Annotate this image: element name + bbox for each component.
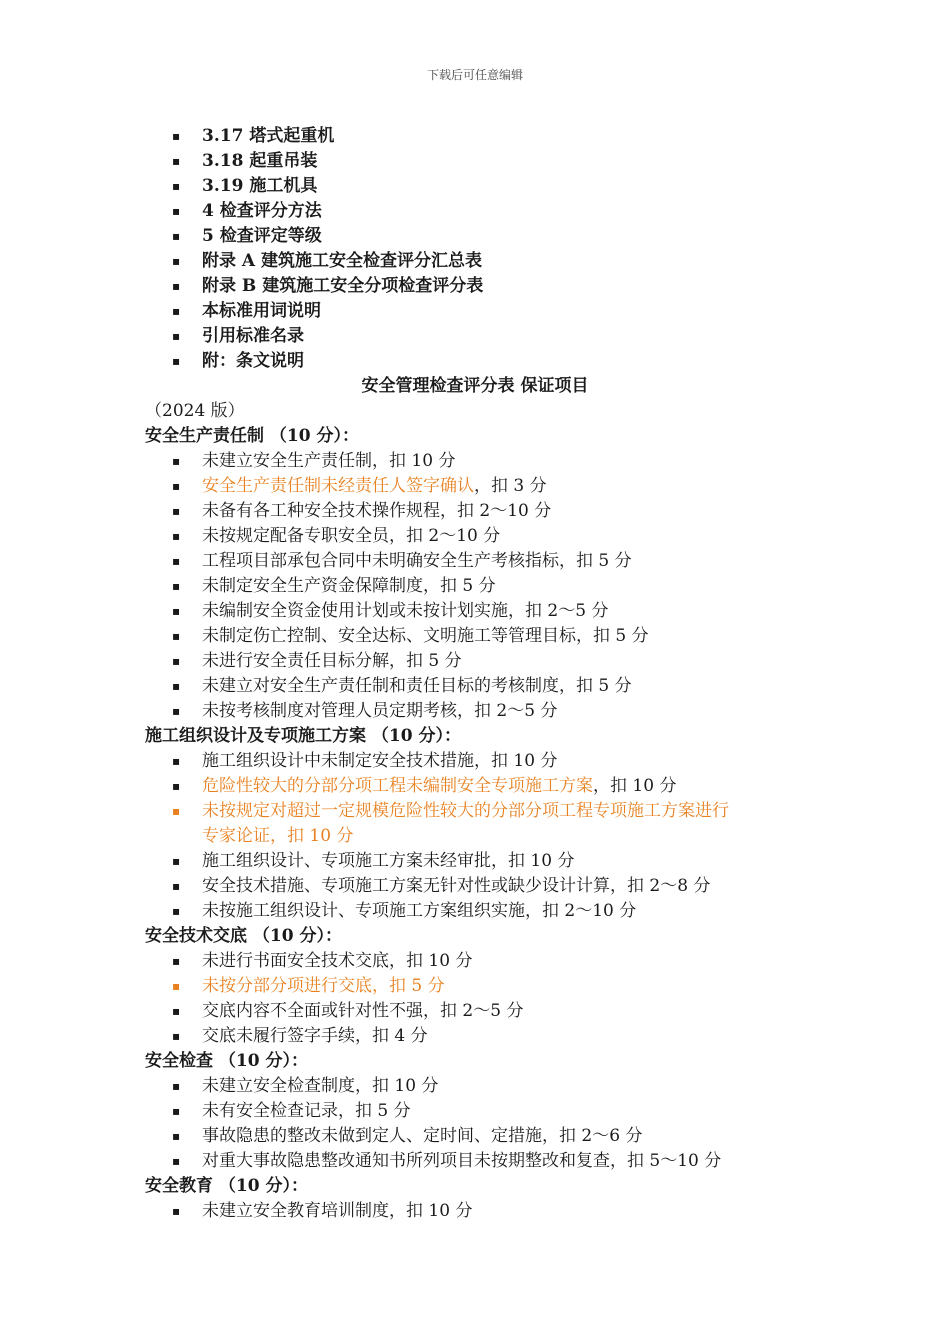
bullet-marker: ▪ [172,529,181,543]
page-header-note: 下载后可任意编辑 [426,68,523,82]
item-text: 未有安全检查记录，扣 5 分 [202,1101,411,1121]
bullet-marker: ▪ [172,554,181,568]
item-text: 未制定伤亡控制、安全达标、文明施工等管理目标，扣 5 分 [202,626,649,646]
toc-item-label: 附录 B 建筑施工安全分项检查评分表 [202,276,484,296]
bullet-marker: ▪ [172,654,181,668]
toc-item-label: 4 检查评分方法 [202,201,322,221]
list-item-text [202,549,632,574]
list-item-text [202,499,551,524]
toc-item-label: 3.19 施工机具 [202,176,318,196]
item-text: 交底未履行签字手续，扣 4 分 [202,1026,428,1046]
bullet-marker: ▪ [172,779,181,793]
highlighted-text: 未按规定对超过一定规模危险性较大的分部分项工程专项施工方案进行 [202,801,729,821]
item-text: 未按考核制度对管理人员定期考核，扣 2～5 分 [202,701,558,721]
bullet-marker: ▪ [172,954,181,968]
toc-item-label: 3.18 起重吊装 [202,151,318,171]
bullet-marker: ▪ [172,1029,181,1043]
section-heading: 安全检查 （10 分）： [145,1051,308,1071]
item-text: 未按规定配备专职安全员，扣 2～10 分 [202,526,501,546]
bullet-marker: ▪ [172,1154,181,1168]
bullet-marker: ▪ [172,854,181,868]
list-item-text [202,824,353,849]
toc-item-label: 引用标准名录 [202,326,304,346]
list-item-text [202,774,676,799]
list-item-text [202,524,500,549]
list-item-text [202,599,608,624]
item-text: 未建立安全教育培训制度，扣 10 分 [202,1201,473,1221]
bullet-marker: ▪ [172,879,181,893]
bullet-marker: ▪ [172,579,181,593]
item-text: 对重大事故隐患整改通知书所列项目未按期整改和复查，扣 5～10 分 [202,1151,722,1171]
toc-item-label: 3.17 塔式起重机 [202,126,335,146]
section-heading: 安全教育 （10 分）： [145,1176,308,1196]
list-item-text [202,1024,428,1049]
edition-year: （2024 版） [145,401,245,421]
list-item-text [202,1149,721,1174]
list-item-text [202,1074,438,1099]
bullet-marker: ▪ [172,629,181,643]
toc-item-label: 附：条文说明 [202,351,304,371]
list-item-text [202,649,462,674]
list-item-text [202,974,445,999]
list-item-text [202,1099,411,1124]
item-text: 施工组织设计、专项施工方案未经审批，扣 10 分 [202,851,575,871]
item-text: 未进行书面安全技术交底，扣 10 分 [202,951,473,971]
item-text: 未备有各工种安全技术操作规程，扣 2～10 分 [202,501,552,521]
list-item-text [202,999,523,1024]
bullet-marker: ▪ [172,179,181,193]
bullet-marker: ▪ [172,1104,181,1118]
list-item-text [202,1124,642,1149]
item-text: 未建立安全生产责任制，扣 10 分 [202,451,456,471]
item-text: 安全技术措施、专项施工方案无针对性或缺少设计计算，扣 2～8 分 [202,876,711,896]
bullet-marker: ▪ [172,804,181,818]
bullet-marker: ▪ [172,354,181,368]
item-text: 未建立对安全生产责任制和责任目标的考核制度，扣 5 分 [202,676,632,696]
section-heading: 安全生产责任制 （10 分）： [145,426,359,446]
toc-item-label: 5 检查评定等级 [202,226,322,246]
toc-item-label: 本标准用词说明 [202,301,321,321]
bullet-marker: ▪ [172,479,181,493]
bullet-marker: ▪ [172,154,181,168]
list-item-text [202,949,472,974]
list-item-text [202,874,710,899]
bullet-marker: ▪ [172,254,181,268]
item-text: 未进行安全责任目标分解，扣 5 分 [202,651,462,671]
list-item-text [202,674,632,699]
section-heading: 安全技术交底 （10 分）： [145,926,342,946]
bullet-marker: ▪ [172,304,181,318]
item-text: 施工组织设计中未制定安全技术措施，扣 10 分 [202,751,558,771]
list-item-text [202,799,729,824]
highlighted-text: 危险性较大的分部分项工程未编制安全专项施工方案 [202,776,593,796]
item-text: 未编制安全资金使用计划或未按计划实施，扣 2～5 分 [202,601,609,621]
bullet-marker: ▪ [172,1204,181,1218]
list-item-text [202,749,557,774]
list-item-text [202,899,636,924]
list-item-text [202,699,557,724]
highlighted-text: 未按分部分项进行交底，扣 5 分 [202,976,445,996]
list-item-text [202,474,547,499]
bullet-marker: ▪ [172,979,181,993]
item-text: 交底内容不全面或针对性不强，扣 2～5 分 [202,1001,524,1021]
item-text: 未建立安全检查制度，扣 10 分 [202,1076,439,1096]
section-heading: 施工组织设计及专项施工方案 （10 分）： [145,726,461,746]
item-text: ，扣 10 分 [593,776,677,796]
item-text: 工程项目部承包合同中未明确安全生产考核指标，扣 5 分 [202,551,632,571]
bullet-marker: ▪ [172,1079,181,1093]
bullet-marker: ▪ [172,204,181,218]
bullet-marker: ▪ [172,329,181,343]
bullet-marker: ▪ [172,504,181,518]
bullet-marker: ▪ [172,679,181,693]
bullet-marker: ▪ [172,279,181,293]
highlighted-text: 专家论证，扣 10 分 [202,826,354,846]
toc-item-label: 附录 A 建筑施工安全检查评分汇总表 [202,251,483,271]
bullet-marker: ▪ [172,229,181,243]
bullet-marker: ▪ [172,129,181,143]
bullet-marker: ▪ [172,754,181,768]
bullet-marker: ▪ [172,704,181,718]
highlighted-text: 安全生产责任制未经责任人签字确认 [202,476,474,496]
item-text: 事故隐患的整改未做到定人、定时间、定措施，扣 2～6 分 [202,1126,643,1146]
list-item-text [202,574,496,599]
list-item-text [202,624,649,649]
item-text: ，扣 3 分 [474,476,547,496]
bullet-marker: ▪ [172,904,181,918]
table-title: 安全管理检查评分表 保证项目 [361,376,589,396]
bullet-marker: ▪ [172,604,181,618]
bullet-marker: ▪ [172,1129,181,1143]
list-item-text [202,1199,472,1224]
list-item-text [202,449,455,474]
bullet-marker: ▪ [172,1004,181,1018]
bullet-marker: ▪ [172,454,181,468]
item-text: 未按施工组织设计、专项施工方案组织实施，扣 2～10 分 [202,901,637,921]
list-item-text [202,849,574,874]
item-text: 未制定安全生产资金保障制度，扣 5 分 [202,576,496,596]
